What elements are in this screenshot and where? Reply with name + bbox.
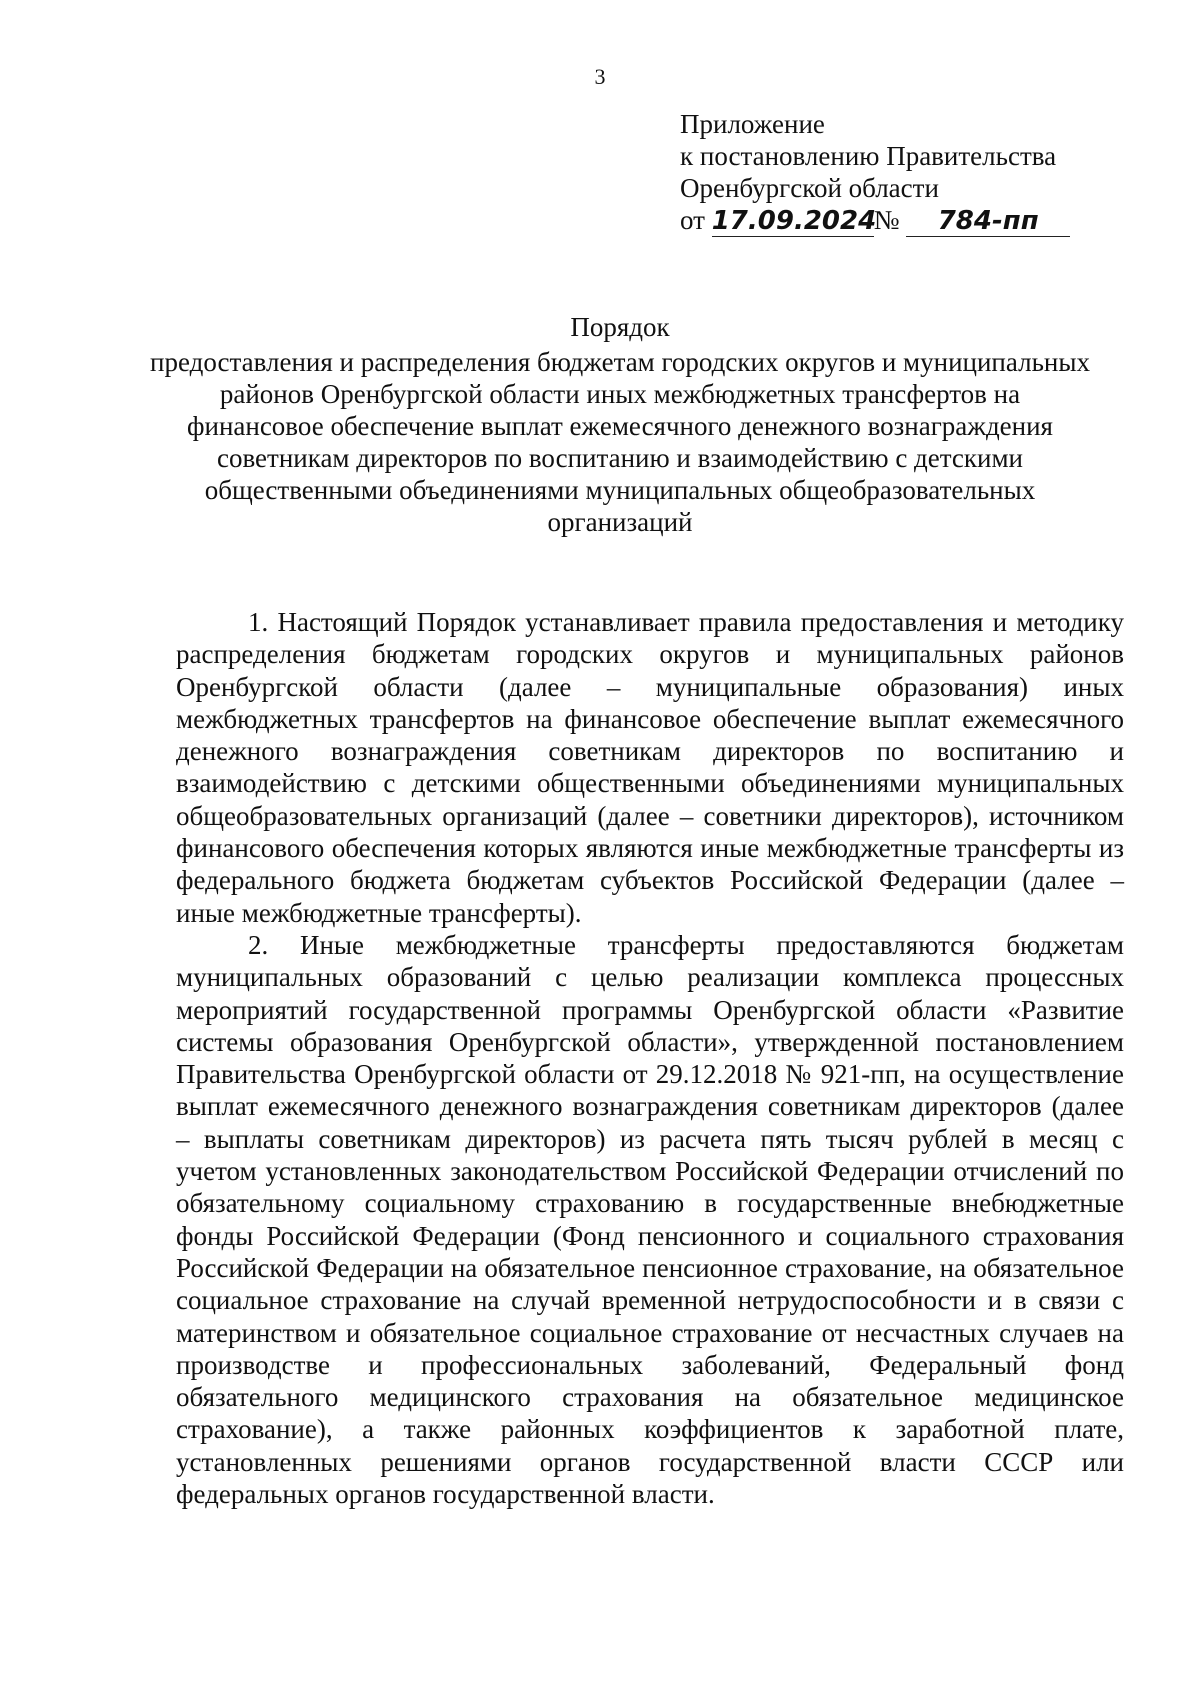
date-prefix: от xyxy=(680,205,705,235)
appendix-date-line xyxy=(680,204,1120,237)
number-prefix: № xyxy=(873,205,900,235)
appendix-line-1: Приложение xyxy=(680,109,825,139)
paragraph-2: 2. Иные межбюджетные трансферты предоставляются бюджетам муниципальных образований с целью реализации комплекса процессных мероприятий государственной программы Оренбургской области «Развитие системы образования Оренбургской области», утвержденной постановлением Правительства Оренбургской области от 29.12.2018 № 921-пп, на осуществление выплат ежемесячного денежного вознаграждения советникам директоров (далее – выплаты советникам директоров) из расчета пять тысяч рублей в месяц с учетом установленных законодательством Российской Федерации отчислений по обязательному социальному страхованию в государственные внебюджетные фонды Российской Федерации (Фонд пенсионного и социального страхования Российской Федерации на обязательное пенсионное страхование, на обязательное социальное страхование на случай временной нетрудоспособности и в связи с материнством и обязательное социальное страхование от несчастных случаев на производстве и профессиональных заболеваний, Федеральный фонд обязательного медицинского страхования на обязательное медицинское страхование), а также районных коэффициентов к заработной плате, установленных решениями органов государственной власти СССР или федеральных органов государственной власти. xyxy=(176,929,1124,1510)
document-body xyxy=(176,606,1124,1510)
title-heading: Порядок xyxy=(570,312,670,342)
title-subtitle: предоставления и распределения бюджетам городских округов и муниципальных районов Оренбургской области иных межбюджетных трансфертов на финансовое обеспечение выплат ежемесячного денежного вознаграждения советникам директоров по воспитанию и взаимодействию с детскими общественными объединениями муниципальных общеобразовательных организаций xyxy=(150,347,1090,537)
handwritten-date: 17.09.2024 xyxy=(711,206,877,236)
paragraph-1: 1. Настоящий Порядок устанавливает правила предоставления и методику распределения бюджетам городских округов и муниципальных районов Оренбургской области (далее – муниципальные образования) иных межбюджетных трансфертов на финансовое обеспечение выплат ежемесячного денежного вознаграждения советникам директоров по воспитанию и взаимодействию с детскими общественными объединениями муниципальных общеобразовательных организаций (далее – советники директоров), источником финансового обеспечения которых являются иные межбюджетные трансферты из федерального бюджета бюджетам субъектов Российской Федерации (далее – иные межбюджетные трансферты). xyxy=(176,607,1124,928)
page-number: 3 xyxy=(594,64,606,89)
appendix-line-3: Оренбургской области xyxy=(680,173,939,203)
appendix-block xyxy=(680,108,1120,237)
handwritten-number: 784-пп xyxy=(906,206,1070,237)
appendix-line-2: к постановлению Правительства xyxy=(680,141,1057,171)
document-title xyxy=(150,311,1090,538)
